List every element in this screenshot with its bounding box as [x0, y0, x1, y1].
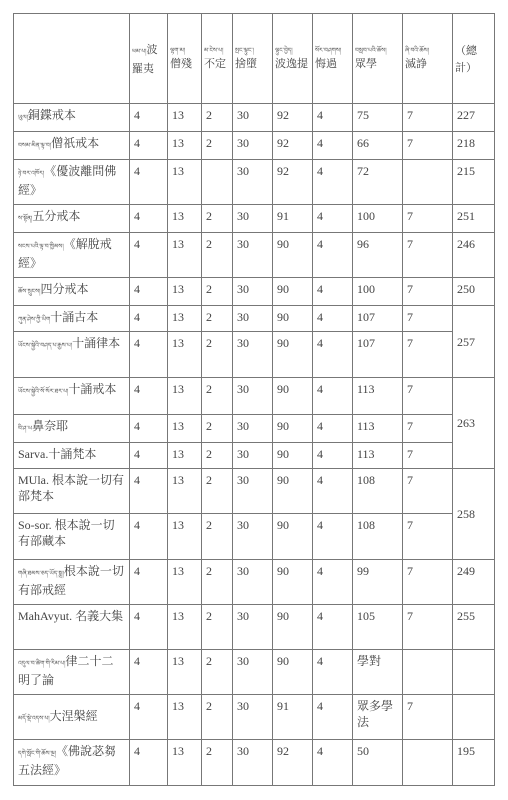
header-zh-text: 僧殘	[170, 56, 192, 70]
header-zh-text: （總計）	[455, 43, 477, 74]
cell-parajika: 4	[130, 560, 168, 605]
table-row	[14, 740, 495, 786]
header-tib-text: ཕམ་པ།	[132, 47, 147, 55]
cell-total-merged: 258	[453, 469, 495, 560]
cell-sekhiya: 100	[353, 205, 403, 233]
cell-pacittiya: 90	[273, 514, 313, 560]
cell-aniyata: 2	[202, 469, 233, 514]
cell-nissaggiya: 30	[233, 469, 273, 514]
cell-adhikarana: 7	[403, 378, 453, 415]
cell-parajika: 4	[130, 378, 168, 415]
cell-total: 246	[453, 233, 495, 278]
cell-pacittiya: 90	[273, 560, 313, 605]
table-row	[14, 378, 495, 415]
row-tib-label: ས་སྟོན།	[18, 215, 33, 222]
cell-pacittiya: 90	[273, 306, 313, 332]
cell-pacittiya: 90	[273, 278, 313, 306]
cell-pacittiya: 90	[273, 650, 313, 695]
cell-sekhiya: 96	[353, 233, 403, 278]
cell-sanghadisesa: 13	[168, 104, 202, 132]
cell-parajika: 4	[130, 415, 168, 443]
cell-sekhiya: 72	[353, 160, 403, 205]
cell-nissaggiya: 30	[233, 104, 273, 132]
cell-adhikarana: 7	[403, 332, 453, 378]
row-name: 根本說一切有部戒經	[18, 564, 124, 597]
header-tib-text: བསླབ་པའི་ཆོས།	[355, 46, 387, 54]
table-row	[14, 605, 495, 650]
row-tib-label: ཡུལ།	[18, 114, 28, 121]
header-aniyata	[202, 14, 233, 104]
cell-adhikarana: 7	[403, 306, 453, 332]
cell-patidesaniya: 4	[313, 278, 353, 306]
header-nissaggiya	[233, 14, 273, 104]
row-name: MUla. 根本說一切有部梵本	[18, 473, 124, 503]
header-total	[453, 14, 495, 104]
cell-sanghadisesa: 13	[168, 469, 202, 514]
header-patidesaniya	[313, 14, 353, 104]
header-parajika	[130, 14, 168, 104]
cell-sanghadisesa: 13	[168, 306, 202, 332]
cell-total: 218	[453, 132, 495, 160]
cell-nissaggiya: 30	[233, 332, 273, 378]
header-zh-text: 悔過	[315, 56, 337, 70]
cell-total-merged: 263	[453, 378, 495, 469]
row-tib-label: ཡོངས་སྐྱེའི་བཤད་པ་རྒྱས་པ།	[18, 342, 73, 349]
cell-sanghadisesa: 13	[168, 278, 202, 306]
cell-parajika: 4	[130, 443, 168, 469]
cell-sekhiya: 66	[353, 132, 403, 160]
cell-parajika: 4	[130, 132, 168, 160]
cell-nissaggiya: 30	[233, 278, 273, 306]
row-name: 律二十二明了論	[18, 654, 114, 687]
cell-patidesaniya: 4	[313, 605, 353, 650]
header-sanghadisesa	[168, 14, 202, 104]
cell-aniyata: 2	[202, 306, 233, 332]
cell-pacittiya: 90	[273, 332, 313, 378]
header-zh-text: 波逸提	[275, 56, 308, 70]
cell-sekhiya: 108	[353, 469, 403, 514]
cell-nissaggiya: 30	[233, 160, 273, 205]
cell-parajika: 4	[130, 469, 168, 514]
cell-total: 255	[453, 605, 495, 650]
cell-adhikarana: 7	[403, 278, 453, 306]
cell-nissaggiya: 30	[233, 378, 273, 415]
cell-sanghadisesa: 13	[168, 205, 202, 233]
row-tib-label: དགེ་སློང་གི་ཆོས་ལྔ།	[18, 750, 56, 757]
cell-sekhiya: 113	[353, 415, 403, 443]
cell-sanghadisesa: 13	[168, 233, 202, 278]
cell-pacittiya: 90	[273, 605, 313, 650]
row-tib-label: བི་ཤ་ཡ	[18, 425, 33, 432]
cell-adhikarana: 7	[403, 695, 453, 740]
cell-adhikarana	[403, 160, 453, 205]
cell-sekhiya: 50	[353, 740, 403, 786]
header-sekhiya	[353, 14, 403, 104]
cell-aniyata: 2	[202, 132, 233, 160]
table-row	[14, 443, 495, 469]
table-row	[14, 650, 495, 695]
header-zh-text: 波羅夷	[132, 42, 158, 75]
table-row	[14, 514, 495, 560]
cell-patidesaniya: 4	[313, 740, 353, 786]
table-row	[14, 278, 495, 306]
cell-pacittiya: 92	[273, 740, 313, 786]
header-zh-text: 捨墮	[235, 56, 257, 70]
cell-sanghadisesa: 13	[168, 514, 202, 560]
row-tib-label: ཀུན་ཤེས་ཀྱི་ཡིག	[18, 316, 51, 323]
cell-sekhiya: 眾多學法	[353, 695, 403, 740]
row-name: 大涅槃經	[49, 708, 98, 723]
cell-aniyata: 2	[202, 332, 233, 378]
cell-pacittiya: 91	[273, 695, 313, 740]
cell-nissaggiya: 30	[233, 514, 273, 560]
cell-sekhiya: 99	[353, 560, 403, 605]
cell-adhikarana: 7	[403, 415, 453, 443]
row-name: 銅鍱戒本	[27, 108, 76, 122]
cell-sanghadisesa: 13	[168, 332, 202, 378]
table-row	[14, 233, 495, 278]
cell-parajika: 4	[130, 233, 168, 278]
cell-sekhiya: 107	[353, 306, 403, 332]
cell-sanghadisesa: 13	[168, 650, 202, 695]
header-tib-text: ལྟུང་བྱེད།	[275, 46, 293, 54]
table-row	[14, 306, 495, 332]
row-tib-label: མདོ་སྡེ་འདས་པ།	[18, 714, 50, 722]
row-tib-label: ཡོངས་སྐྱེའི་སོ་སོར་ཐར་པ།	[18, 388, 69, 395]
cell-patidesaniya: 4	[313, 378, 353, 415]
header-corner	[14, 14, 130, 104]
header-tib-text: སོར་བཤགས།	[315, 46, 342, 54]
cell-pacittiya: 90	[273, 469, 313, 514]
cell-total: 215	[453, 160, 495, 205]
cell-patidesaniya: 4	[313, 695, 353, 740]
cell-patidesaniya: 4	[313, 205, 353, 233]
cell-patidesaniya: 4	[313, 560, 353, 605]
cell-pacittiya: 90	[273, 443, 313, 469]
cell-adhikarana: 7	[403, 233, 453, 278]
cell-parajika: 4	[130, 278, 168, 306]
cell-parajika: 4	[130, 514, 168, 560]
cell-adhikarana	[403, 650, 453, 695]
row-name: 《佛說苾芻五法經》	[18, 744, 116, 777]
cell-adhikarana: 7	[403, 514, 453, 560]
cell-total	[453, 695, 495, 740]
header-adhikarana	[403, 14, 453, 104]
header-zh-text: 滅諍	[405, 56, 427, 70]
cell-sekhiya: 108	[353, 514, 403, 560]
cell-adhikarana: 7	[403, 132, 453, 160]
cell-adhikarana	[403, 740, 453, 786]
row-tib-label: འདུལ་བ་ཚིག་གི་རིམ་པ།	[18, 660, 66, 667]
cell-parajika: 4	[130, 332, 168, 378]
header-zh-text: 不定	[204, 56, 226, 70]
cell-parajika: 4	[130, 695, 168, 740]
cell-parajika: 4	[130, 205, 168, 233]
cell-parajika: 4	[130, 104, 168, 132]
cell-sanghadisesa: 13	[168, 560, 202, 605]
row-name: 鼻奈耶	[32, 419, 69, 433]
cell-sekhiya: 113	[353, 443, 403, 469]
cell-nissaggiya: 30	[233, 650, 273, 695]
header-tib-text: མ་ངེས་པ།	[204, 46, 224, 54]
cell-aniyata: 2	[202, 514, 233, 560]
row-name: 十誦古本	[50, 310, 99, 324]
cell-total: 195	[453, 740, 495, 786]
cell-sanghadisesa: 13	[168, 378, 202, 415]
cell-patidesaniya: 4	[313, 160, 353, 205]
cell-patidesaniya: 4	[313, 104, 353, 132]
cell-patidesaniya: 4	[313, 332, 353, 378]
cell-sanghadisesa: 13	[168, 132, 202, 160]
header-zh-text: 眾學	[355, 56, 377, 70]
cell-sanghadisesa: 13	[168, 605, 202, 650]
cell-aniyata: 2	[202, 378, 233, 415]
cell-nissaggiya: 30	[233, 306, 273, 332]
row-name: 四分戒本	[40, 282, 89, 296]
row-name: 五分戒本	[32, 209, 81, 223]
row-name: Sarva.十誦梵本	[18, 447, 97, 461]
cell-sanghadisesa: 13	[168, 160, 202, 205]
table-row	[14, 469, 495, 514]
row-tib-label: གཞི་ཐམས་ཅད་ཡོད་སྨྲ།	[18, 570, 64, 577]
row-tib-label: སངས་པའི་ལྟ་བ་ཁྱིམས།	[18, 243, 64, 250]
row-tib-label: བསམ་མིན་ལྟ་བ།	[18, 142, 52, 149]
row-tib-label: ཆོས་སྲུངས།	[18, 288, 41, 295]
row-name: 僧祇戒本	[51, 136, 100, 150]
cell-pacittiya: 92	[273, 104, 313, 132]
cell-aniyata: 2	[202, 560, 233, 605]
cell-patidesaniya: 4	[313, 306, 353, 332]
cell-pacittiya: 90	[273, 415, 313, 443]
cell-total-merged: 257	[453, 306, 495, 378]
cell-sanghadisesa: 13	[168, 695, 202, 740]
cell-patidesaniya: 4	[313, 443, 353, 469]
header-row	[14, 14, 495, 104]
cell-pacittiya: 90	[273, 233, 313, 278]
cell-parajika: 4	[130, 650, 168, 695]
cell-patidesaniya: 4	[313, 650, 353, 695]
cell-parajika: 4	[130, 160, 168, 205]
cell-total: 227	[453, 104, 495, 132]
cell-aniyata	[202, 160, 233, 205]
header-tib-text: སྤང་ལྟུང་།	[235, 46, 254, 54]
cell-aniyata: 2	[202, 443, 233, 469]
cell-aniyata: 2	[202, 695, 233, 740]
cell-pacittiya: 91	[273, 205, 313, 233]
cell-nissaggiya: 30	[233, 605, 273, 650]
row-name: 十誦戒本	[68, 382, 117, 396]
cell-total: 250	[453, 278, 495, 306]
cell-patidesaniya: 4	[313, 233, 353, 278]
cell-total: 249	[453, 560, 495, 605]
cell-nissaggiya: 30	[233, 560, 273, 605]
table-row	[14, 695, 495, 740]
cell-pacittiya: 90	[273, 378, 313, 415]
cell-sanghadisesa: 13	[168, 443, 202, 469]
cell-nissaggiya: 30	[233, 415, 273, 443]
cell-patidesaniya: 4	[313, 132, 353, 160]
cell-parajika: 4	[130, 740, 168, 786]
cell-parajika: 4	[130, 306, 168, 332]
cell-pacittiya: 92	[273, 160, 313, 205]
row-name: So-sor. 根本說一切有部藏本	[18, 518, 115, 548]
cell-patidesaniya: 4	[313, 469, 353, 514]
cell-aniyata: 2	[202, 415, 233, 443]
row-name: 《解脫戒經》	[18, 237, 112, 270]
table-row	[14, 160, 495, 205]
cell-aniyata: 2	[202, 278, 233, 306]
cell-sanghadisesa: 13	[168, 415, 202, 443]
table-row	[14, 205, 495, 233]
cell-sekhiya: 學對	[353, 650, 403, 695]
cell-sekhiya: 100	[353, 278, 403, 306]
cell-nissaggiya: 30	[233, 233, 273, 278]
vinaya-comparison-table	[13, 13, 495, 786]
cell-sekhiya: 107	[353, 332, 403, 378]
cell-total	[453, 650, 495, 695]
cell-sanghadisesa: 13	[168, 740, 202, 786]
cell-adhikarana: 7	[403, 469, 453, 514]
header-tib-text: ལྷག་མ།	[170, 46, 186, 54]
cell-aniyata: 2	[202, 650, 233, 695]
cell-nissaggiya: 30	[233, 740, 273, 786]
cell-parajika: 4	[130, 605, 168, 650]
cell-adhikarana: 7	[403, 104, 453, 132]
cell-aniyata: 2	[202, 205, 233, 233]
table-row	[14, 415, 495, 443]
cell-sekhiya: 105	[353, 605, 403, 650]
table-row	[14, 132, 495, 160]
cell-sekhiya: 75	[353, 104, 403, 132]
cell-aniyata: 2	[202, 605, 233, 650]
cell-total: 251	[453, 205, 495, 233]
cell-patidesaniya: 4	[313, 514, 353, 560]
cell-nissaggiya: 30	[233, 132, 273, 160]
row-name: 十誦律本	[72, 336, 121, 350]
cell-adhikarana: 7	[403, 443, 453, 469]
row-name: 《優波離問佛經》	[18, 164, 117, 197]
cell-adhikarana: 7	[403, 560, 453, 605]
cell-nissaggiya: 30	[233, 443, 273, 469]
cell-aniyata: 2	[202, 740, 233, 786]
header-tib-text: ཞི་བའི་ཆོས།	[405, 46, 430, 54]
table-row	[14, 560, 495, 605]
cell-aniyata: 2	[202, 104, 233, 132]
table-row	[14, 104, 495, 132]
cell-nissaggiya: 30	[233, 205, 273, 233]
header-pacittiya	[273, 14, 313, 104]
cell-adhikarana: 7	[403, 205, 453, 233]
cell-patidesaniya: 4	[313, 415, 353, 443]
table-row	[14, 332, 495, 378]
row-name: MahAvyut. 名義大集	[18, 609, 124, 623]
row-tib-label: ཉེ་བར་འཁོར།	[18, 170, 45, 177]
cell-nissaggiya: 30	[233, 695, 273, 740]
cell-sekhiya: 113	[353, 378, 403, 415]
cell-aniyata: 2	[202, 233, 233, 278]
cell-pacittiya: 92	[273, 132, 313, 160]
cell-adhikarana: 7	[403, 605, 453, 650]
